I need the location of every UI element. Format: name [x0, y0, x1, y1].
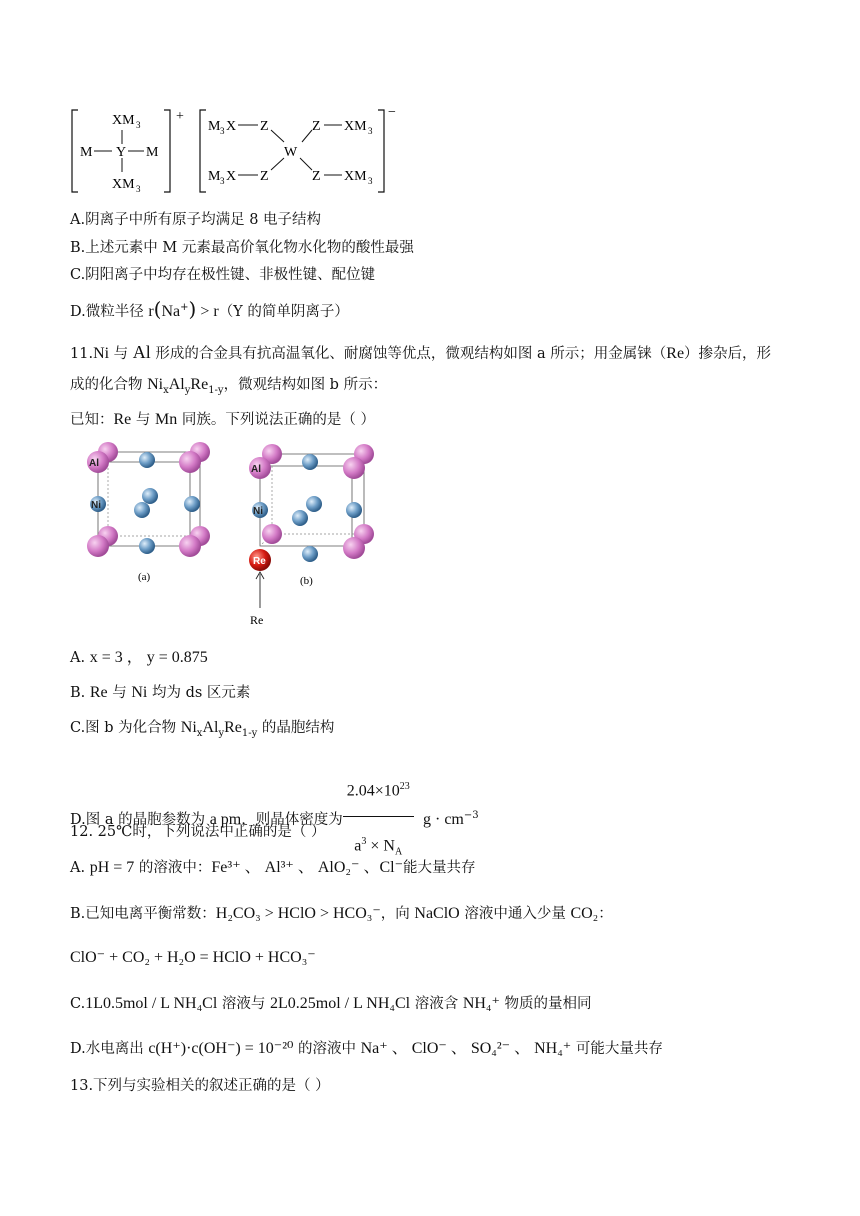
- svg-text:3: 3: [220, 176, 225, 186]
- ionic-structure-figure: [66, 100, 406, 200]
- q10-option-d: D.微粒半径 r(Na+) > r（Y 的简单阴离子）: [70, 296, 349, 321]
- svg-text:M: M: [208, 119, 221, 134]
- svg-text:3: 3: [220, 126, 225, 136]
- q11-option-d: D.图 a 的晶胞参数为 a pm，则晶体密度为 $\frac{2.04\times 10^{23}}{a^3 \times N_A}$ $g \cdot cm^{-3}$: [70, 764, 479, 876]
- q12-option-c: C.1L0.5mol / L NH₄Cl 溶液与 2L0.25mol / L NH₄Cl 溶液含 NH₄⁺ 物质的量相同: [70, 995, 592, 1012]
- svg-text:X: X: [226, 169, 237, 184]
- arrow-label-re: Re: [250, 613, 264, 627]
- svg-text:3: 3: [368, 176, 373, 186]
- density-fraction: $\frac{2.04\times 10^{23}}{a^3 \times N_A}$: [343, 764, 414, 876]
- anion-center-w: W: [284, 145, 298, 160]
- cation-charge: +: [176, 109, 184, 124]
- q11-stem-line3: 已知：Re 与 Mn 同族。下列说法正确的是（ ）: [70, 411, 375, 428]
- cation-bottom-xm: XM: [112, 177, 135, 192]
- svg-text:Al: Al: [89, 458, 99, 469]
- svg-text:Ni: Ni: [91, 500, 101, 511]
- crystal-structure-figure: [74, 438, 394, 628]
- svg-text:Ni: Ni: [253, 506, 263, 517]
- svg-text:3: 3: [136, 184, 141, 194]
- q10-option-b: B.上述元素中 M 元素最高价氧化物水化物的酸性最强: [70, 240, 414, 256]
- anion-charge: −: [388, 105, 396, 120]
- unit-cell-b: [249, 444, 374, 627]
- cation-top-xm: XM: [112, 113, 135, 128]
- q11-stem-line1: 11.Ni 与 Al 形成的合金具有抗高温氧化、耐腐蚀等优点，微观结构如图 a 所示；用金属铼（Re）掺杂后，形: [70, 342, 772, 362]
- svg-text:X: X: [226, 119, 237, 134]
- svg-text:Z: Z: [312, 119, 321, 134]
- svg-text:XM: XM: [344, 169, 367, 184]
- cation-right-m: M: [146, 145, 159, 160]
- q11-option-c: C.图 b 为化合物 $Ni_xAl_yRe_{1-y}$ 的晶胞结构: [70, 719, 335, 739]
- svg-text:Z: Z: [260, 119, 269, 134]
- svg-text:3: 3: [136, 120, 141, 130]
- q13-stem: 13.下列与实验相关的叙述正确的是（ ）: [70, 1078, 330, 1094]
- q12-option-a: A. pH = 7 的溶液中：Fe³⁺ 、 Al³⁺ 、 AlO₂⁻ 、Cl⁻能大量共存: [70, 859, 476, 876]
- q11-stem-line2: 成的化合物 $Ni_xAl_yRe_{1-y}$，微观结构如图 b 所示：: [70, 376, 388, 396]
- q12-option-b: B.已知电离平衡常数：H₂CO₃ > HClO > HCO₃⁻，向 NaClO 溶液中通入少量 CO₂：: [70, 905, 613, 922]
- svg-text:XM: XM: [344, 119, 367, 134]
- cation-center-y: Y: [116, 145, 127, 160]
- q12-option-d: D.水电离出 c(H⁺)·c(OH⁻) = 10⁻²⁰ 的溶液中 Na⁺ 、 ClO⁻ 、 SO₄²⁻ 、 NH₄⁺ 可能大量共存: [70, 1040, 663, 1057]
- svg-text:3: 3: [368, 126, 373, 136]
- svg-text:Z: Z: [260, 169, 269, 184]
- q12-option-b-equation: ClO⁻ + CO₂ + H₂O = HClO + HCO₃⁻: [70, 949, 316, 966]
- svg-text:Al: Al: [251, 464, 261, 475]
- svg-text:Z: Z: [312, 169, 321, 184]
- svg-text:Re: Re: [253, 556, 266, 567]
- q11-option-a: A. x = 3 ， y = 0.875: [70, 649, 208, 666]
- fig-label-a: (a): [138, 571, 151, 583]
- q10-option-c: C.阴阳离子中均存在极性键、非极性键、配位键: [70, 267, 376, 283]
- fig-label-b: (b): [300, 575, 313, 587]
- cation-left-m: M: [80, 145, 93, 160]
- q10-option-a: A.阴离子中所有原子均满足 8 电子结构: [70, 212, 322, 228]
- q11-option-b: B. Re 与 Ni 均为 ds 区元素: [70, 684, 251, 701]
- svg-text:M: M: [208, 169, 221, 184]
- q12-stem: 12. 25℃时，下列说法中正确的是（ ）: [70, 824, 326, 840]
- unit-cell-a: [87, 442, 210, 583]
